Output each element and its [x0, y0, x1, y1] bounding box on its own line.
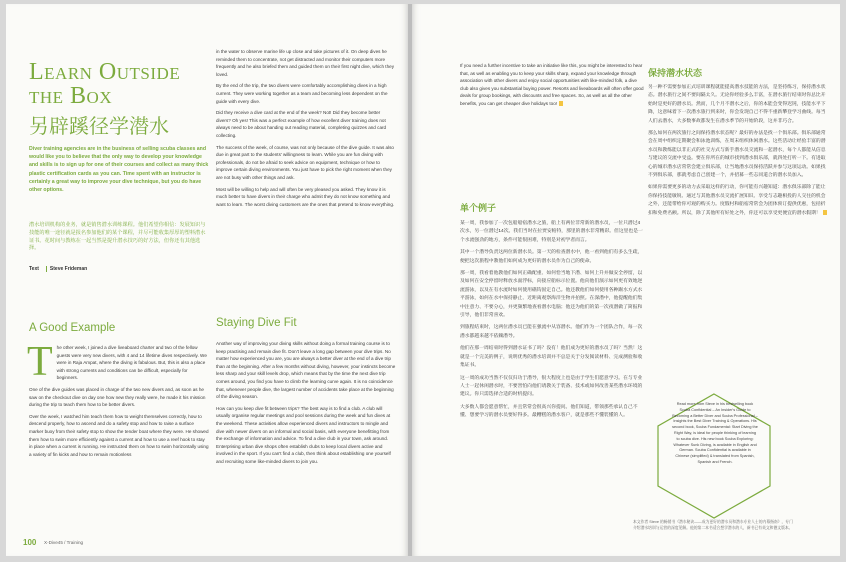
paragraph: 那一周，我看着他教他们如何正确配重、如何恰当地下潜、如何上升并做安全停留，以及如何在安全停留时释放水面浮标，向接应船标示位置。他向他们演示如何更有效地逆流游泳，以及在有水流时如何使用礁钩固定自己。他还教他们如何使用各种踢水方式水平游泳，如何在水中保持静止、近距离观察海洋生物并拍照。在深潜中，他提醒他们集中注意力、不要分心，并更频繁地查看潜水电脑；他还为他们的第一次夜潜做了简报和引导，他们非常喜欢。 — [460, 271, 643, 319]
byline — [29, 266, 91, 272]
paragraph — [460, 62, 644, 108]
left-column-1 — [27, 339, 209, 462]
sidebar-caption-cn: 本文作者 Steve 的畅销书《潜水秘诀——成为更好的潜水员和潜水专业人士的内幕指南》，专门介绍潜水培训与运营的深度见解。他的第二本书适合想学潜水的人，新书已有英文和德文版本。 — [633, 520, 793, 530]
drop-cap: T — [27, 339, 53, 385]
paragraph: Over the week, I watched him teach them how to weight themselves correctly, how to descend properly, how to ascend and do a safety stop and how to raise a surface marker buoy from their safety stop to show the tender boat where they were. He showed them how to swim more efficiently against a current and how to use a reef hook to stay in place when a current is running. He instructed them on how to swim horizontally using a variety of fin kicks and how to remain motionless — [29, 413, 209, 457]
paragraph: 大多数人都会愿意帮忙，并且常常会很高兴你提问。他们知道，带领那些承认自己不懂、想要学习的潜水员要好得多。最糟糕的潜水客户，就是那些不懂装懂的人。 — [460, 404, 638, 419]
right-column-1 — [460, 62, 644, 112]
article-title — [29, 60, 180, 108]
sidebar-book-promo: Read more from Steve in his bestselling book Scuba Confidential – An Insider's Guide to Becoming a Better Diver and Scuba Professional – Insights the Best Diver Training & Operations. His second book, Scuba Fundamental: Start Diving the Right Way, is ideal for people thinking of learning to scuba dive. His new book Scuba Exploring: Whatever Sunk Diving, is available in English and German. Scuba Confidential is available in Chinese (simplified) & translated from Spanish, Spanish and French. — [672, 402, 758, 464]
section-heading-staying-dive-fit: Staying Dive Fit — [216, 317, 297, 329]
page-number: 100 — [23, 538, 37, 547]
byline-divider — [46, 266, 47, 272]
left-column-2 — [216, 48, 396, 212]
right-column-2-cn — [648, 84, 828, 222]
paragraph: 那么如何在两次旅行之间保持潜水状态呢？最好的办法是找一个俱乐部。俱乐部通常会在周中组织定期聚会和泳池训练，在周末组织休闲潜水。这些活动让经验丰富的潜水员和教练能以非正式的社交方式与新手潜水员交流和一起潜水，每个人都能从信息与建议的交流中受益。要在你所在的城市找到潜水俱乐部，就四处打听一下。有进取心的城市潜水店常常会建立俱乐部，让当地潜水员保持活跃并参与这项运动。如果找不到俱乐部，那就考虑自己创建一个，并招募一些志同道合的潜水员加入。 — [648, 131, 826, 179]
footer-publication: X-Dive45 / Training — [44, 540, 84, 545]
right-page — [412, 4, 840, 556]
paragraph: By the end of the trip, the two divers were comfortably accomplishing dives in a high current. They were working together as a team and becoming less dependent on the guide with every dive. — [216, 83, 388, 104]
article-intro-cn: 潜水培训机构的业务，就是销售潜水训练课程。他们希望你相信：发展知识与技能的唯一途径就是报名参加他们的某个课程，并尽可能收集厚厚的塑料潜水证书。花时间与教练在一起当然是提升潜水技巧的好方法，但你还有其他选择。 — [29, 222, 206, 252]
paragraph: 他们在那一周结束时得到潜水证书了吗？没有！他们成为更好的潜水员了吗？当然！这就是一个完美的例子，说明优秀的潜水培训并不总是关于分发阅读材料、完成测验和收集证书。 — [460, 346, 643, 369]
paragraph — [648, 184, 828, 218]
paragraph: 其中一个潜导负责这两位新潜水员。第一天的检查潜水中，他一看到他们有多么生疏，便把这次旅程中教他们如何成为更好的潜水员作为自己的使命。 — [460, 250, 643, 264]
highlight-mark — [559, 101, 563, 106]
paragraph: Did they receive a dive card at the end of the week? Not! Did they become better divers? Oh yes! This was a perfect example of how excellent diver training does not always need to be about handing out reading material, completing quizzes and card collecting. — [216, 110, 387, 138]
article-intro: Diver training agencies are in the business of selling scuba classes and would like you to believe that the only way to develop your knowledge and skills is to sign up for one of their courses and collect as many thick plastic certification cards as you can. Time spent with an instructor is certainly a great way to improve your dive technique, but you do have other options. — [29, 146, 209, 194]
paragraph: How can you keep dive fit between trips? The best way is to find a club. A club will usually organise regular meetings and pool sessions during the week and fun dives at the weekend. These activities allow experienced divers and instructors to mingle and dive with newer divers on an informal and social basis, with everyone benefitting from the exchange of information and advice. To find a dive club in your town, ask around. Enterprising urban dive shops often establish clubs to keep local divers active and involved in the sport. If you can't find a club, then think about establishing one yourself and recruiting some like-minded divers to join you. — [216, 405, 391, 464]
paragraph — [27, 339, 209, 385]
byline-author: Steve Frideman — [49, 266, 88, 273]
left-column-2-continued — [216, 340, 396, 470]
left-page — [6, 4, 408, 556]
byline-label: Text — [29, 266, 39, 273]
right-column-1-cn — [460, 220, 644, 425]
title-line-2: the Box — [29, 83, 113, 109]
paragraph: 这一周的成功当然不仅仅归功于潜导，很大程度上也是由于学生们愿意学习。在与专业人士一起休闲潜水时，不要害怕向他们请教关于装备、技术或如何改善某些潜水环境的建议。你只需选择合适的时机提问。 — [460, 375, 643, 398]
paragraph: in the water to observe marine life up close and take pictures of it. On deep dives he reminded them to concentrate, not get distracted and monitor their computers more frequently and he also briefed them and guided them on their first night dive, which they loved. — [216, 49, 394, 77]
section-heading-single-example: 单个例子 — [460, 203, 497, 213]
paragraph: Most will be willing to help and will often be very pleased you asked. They know it is much better to have divers in their charge who admit they do not know something and want to learn. The worst diving customers are the ones that pretend to know everything. — [216, 186, 395, 207]
paragraph-text: If you need a further incentive to take an initiative like this, you might be interested to hear that, as well as enabling you to keep your skills sharp, expand your knowledge through association with other divers and enjoy social opportunities with like-minded folk, a dive club also gives you substantial buying power. Resorts and liveaboards will often offer good deals for group bookings, with discounts and free spaces. So, as well as all the other benefits, you can get cheaper dive holidays too! — [460, 63, 644, 106]
paragraph: 某一周，我参加了一次包船船宿潜水之旅，船上有两位非常新的潜水员，一位只潜过4次水，另一位潜过14次。我们当时在拉贾安帕特，那里的潜水非常精彩。但这里也是一个水流强劲的地方，条件可能很困难，特别是对初学者而言。 — [460, 221, 643, 243]
paragraph: 到旅程结束时，这两位潜水员已能在强流中从容潜水。他们作为一个团队合作，每一次潜水都越来越不依赖潜导。 — [460, 325, 643, 339]
section-heading-stay-dive-fit-cn: 保持潜水状态 — [648, 68, 703, 78]
paragraph: 另一种不需要参加正式培训课程就能提高潜水技能的方法，是坚持练习，保持潜水状态。潜水旅行之间不要间隔太久。无论你经验多么丰富，在潜水旅行结束时你总比开始时是更好的潜水员。然而，几个月不潜水之后，你的本能会变得迟钝，技能水平下降，这意味着下一次潜水旅行到来时，你会发现自己不得不重新攀登学习曲线。每当人们去潜水，大多数事故都发生在潜水季节的开始阶段，这并非巧合。 — [648, 85, 826, 124]
paragraph-text: 如果你需要更多的动力去采取这样的行动，你可能有兴趣知道：潜水俱乐部除了能让你保持技能敏锐、通过与其他潜水员交流扩展知识、享受与志趣相投的人交往的机会之外，还能带给你可观的购买力。度假村和船宿常常会为团体预订提供优惠，包括折扣和免费名额。所以，除了其他所有好处之外，你还可以享受更便宜的潜水假期！ — [648, 185, 826, 216]
paragraph: One of the dive guides was placed in charge of the two new divers and, as soon as he saw on the checkout dive on day one how new they really were, he made it his mission during the trip to teach them how to be better divers. — [29, 386, 206, 408]
highlight-mark — [823, 210, 827, 215]
paragraph-text: he other week, I joined a dive liveaboard charter and two of the fellow guests were very new divers, with 4 and 14 lifetime dives respectively. We were in Raja Ampat, where the diving is fabulous. But, this is also a place with strong currents and conditions can be difficult, especially for beginners. — [56, 345, 207, 381]
section-heading-good-example: A Good Example — [29, 322, 116, 334]
article-title-cn: 另辟蹊径学潜水 — [29, 116, 169, 138]
paragraph: Another way of improving your diving skills without doing a formal training course is to keep practising and remain dive fit. Don't leave a long gap between your dive trips. No matter how experienced you are, you are always a better diver at the end of a dive trip than at the beginning. After a few months without diving, however, your instincts become less sharp and your skill levels drop, which means that by the time the next dive trip comes around, you find you have to climb the learning curve again. It is no coincidence that, whenever people dive, the largest number of accidents take place at the beginning of the diving season. — [216, 341, 396, 400]
paragraph: The success of the week, of course, was not only because of the dive guide. It was also due in great part to the students' willingness to learn. While you are fun diving with professionals, do not be afraid to seek advice on equipment, technique or how to improve certain diving environments. You just have to pick the right moment when they are not busy with other things and ask. — [216, 144, 394, 180]
title-line-1: Learn Outside — [29, 59, 181, 85]
